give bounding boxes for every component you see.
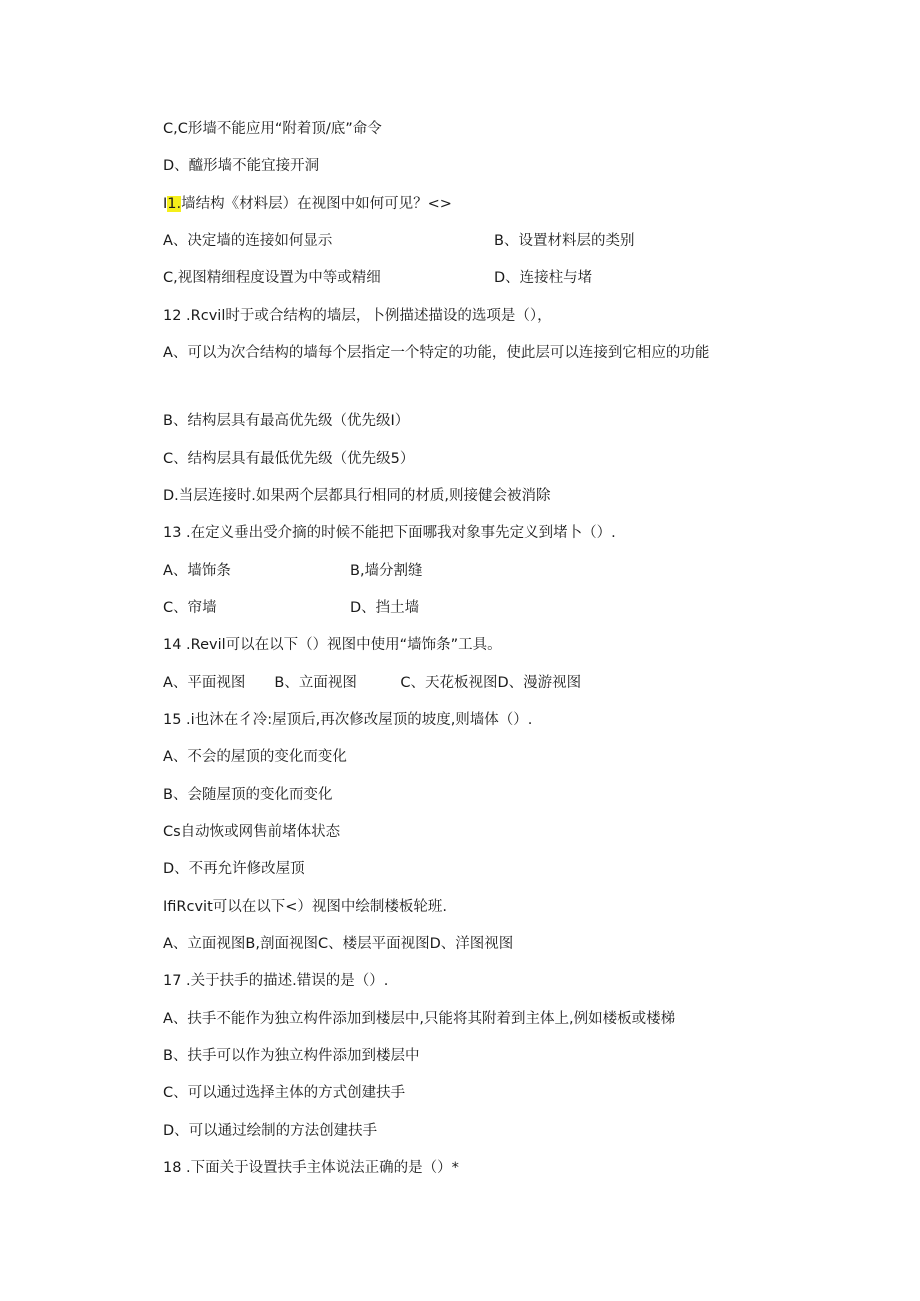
- question-12: 12 .Rcvil时于或合结构的墙层，卜例描述描设的选项是（），: [163, 308, 552, 324]
- question-17: 17 .关于扶手的描述.错误的是（）.: [163, 973, 389, 989]
- option-d: D、连接柱与堵: [494, 270, 593, 286]
- text-line: C、结构层具有最低优先级（优先级5）: [163, 451, 415, 467]
- text-line: D、不再允许修改屋顶: [163, 861, 305, 877]
- q13-options-row1: [163, 561, 423, 581]
- option-a: A、墙饰条: [163, 563, 231, 579]
- highlighted-number: 1.: [167, 196, 182, 212]
- q11-text: 墙结构《材料层）在视图中如何可见？<>: [181, 196, 452, 212]
- text-line: Cs自动恢或网售前堵体状态: [163, 824, 341, 840]
- question-15: 15 .i也沐在彳冷:屋顶后,再次修改屋顶的坡度,则墙体（）.: [163, 712, 533, 728]
- text-line: D.当层连接时.如果两个层都具行相同的材质,则接健会被消除: [163, 488, 551, 504]
- question-14: 14 .Revil可以在以下（）视图中使用“墙饰条”工具。: [163, 637, 502, 653]
- text-line: B、结构层具有最高优先级（优先级I）: [163, 413, 410, 429]
- q11-prefix: I: [163, 196, 168, 212]
- text-line: A、可以为次合结构的墙每个层指定一个特定的功能，使此层可以连接到它相应的功能: [163, 345, 710, 361]
- option-b: B、设置材料层的类别: [494, 233, 635, 249]
- q11-options-row1: [163, 231, 635, 251]
- text-line: A、扶手不能作为独立构件添加到楼层中,只能将其附着到主体上,例如楼板或楼梯: [163, 1011, 676, 1027]
- text-line: C、可以通过选择主体的方式创建扶手: [163, 1085, 406, 1101]
- question-18: 18 .下面关于设置扶手主体说法正确的是（）*: [163, 1160, 459, 1176]
- text-line: B、扶手可以作为独立构件添加到楼层中: [163, 1048, 420, 1064]
- text-line: D、可以通过绘制的方法创建扶手: [163, 1123, 378, 1139]
- option-a: A、决定墙的连接如何显示: [163, 233, 333, 249]
- text-line: D、醯形墙不能宜接开洞: [163, 158, 320, 174]
- option-c: C,视图精细程度设置为中等或精细: [163, 270, 381, 286]
- text-line: C,C形墙不能应用“附着顶/底”命令: [163, 121, 382, 137]
- text-line: A、平面视图 B、立面视图 C、天花板视图D、漫游视图: [163, 675, 582, 691]
- question-16: IfiRcvit可以在以下<）视图中绘制楼板轮班.: [163, 899, 448, 915]
- text-line: B、会随屋顶的变化而变化: [163, 787, 333, 803]
- question-13: 13 .在定义垂出受介摘的时候不能把下面哪我对象事先定义到堵卜（）.: [163, 525, 616, 541]
- option-c: C、帘墙: [163, 600, 217, 616]
- q11-options-row2: [163, 268, 593, 288]
- option-d: D、挡土墙: [350, 600, 420, 616]
- q13-options-row2: [163, 598, 420, 618]
- text-line: A、不会的屋顶的变化而变化: [163, 749, 347, 765]
- question-11: [163, 194, 452, 214]
- text-line: A、立面视图B,剖面视图C、楼层平面视图D、洋图视图: [163, 936, 514, 952]
- option-b: B,墙分割缝: [350, 563, 423, 579]
